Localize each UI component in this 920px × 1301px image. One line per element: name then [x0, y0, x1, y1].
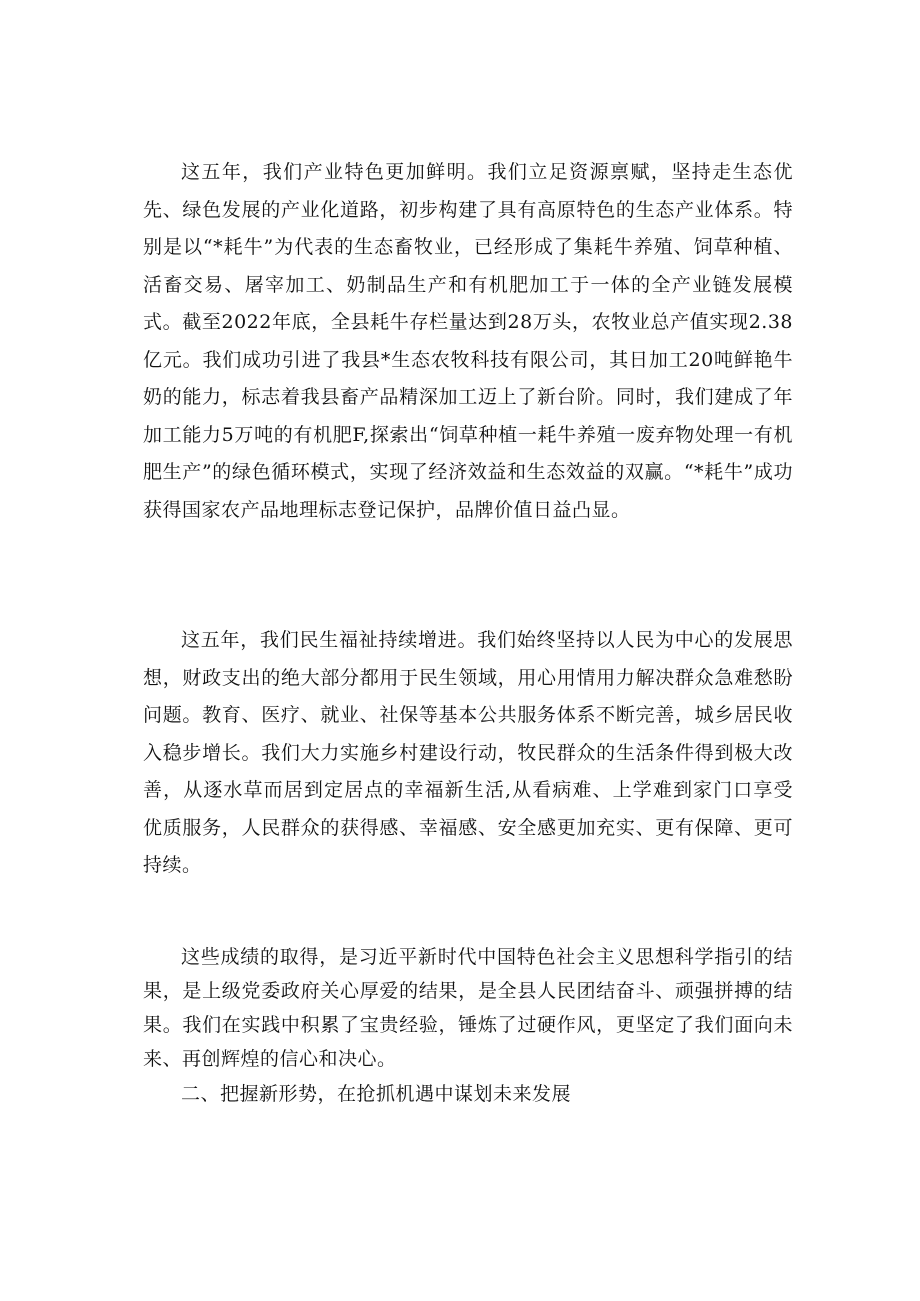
paragraph-industry: 这五年，我们产业特色更加鲜明。我们立足资源禀赋，坚持走生态优先、绿色发展的产业化道路，初步构建了具有高原特色的生态产业体系。特别是以“*耗牛”为代表的生态畜牧业，已经形成了集耗牛养殖、饲草种植、活畜交易、屠宰加工、奶制品生产和有机肥加工于一体的全产业链发展模式。截至2022年底，全县耗牛存栏量达到28万头，农牧业总产值实现2.38亿元。我们成功引进了我县*生态农牧科技有限公司，其日加工20吨鲜艳牛奶的能力，标志着我县畜产品精深加工迈上了新台阶。同时，我们建成了年加工能力5万吨的有机肥F,探索出“饲草种植一耗牛养殖一废弃物处理一有机肥生产”的绿色循环模式，实现了经济效益和生态效益的双赢。“*耗牛”成功获得国家农产品地理标志登记保护，品牌价值日益凸显。 [143, 161, 793, 521]
paragraph-livelihood: 这五年，我们民生福祉持续增进。我们始终坚持以人民为中心的发展思想，财政支出的绝大部分都用于民生领域，用心用情用力解决群众急难愁盼问题。教育、医疗、就业、社保等基本公共服务体系不断完善，城乡居民收入稳步增长。我们大力实施乡村建设行动，牧民群众的生活条件得到极大改善，从逐水草而居到定居点的幸福新生活,从看病难、上学难到家门口享受优质服务，人民群众的获得感、幸福感、安全感更加充实、更有保障、更可持续。 [143, 629, 793, 876]
paragraph-achievements: 这些成绩的取得，是习近平新时代中国特色社会主义思想科学指引的结果，是上级党委政府关心厚爱的结果，是全县人民团结奋斗、顽强拼搏的结果。我们在实践中积累了宝贵经验，锤炼了过硬作风，更坚定了我们面向未来、再创辉煌的信心和决心。 [143, 946, 793, 1070]
section-heading: 二、把握新形势，在抢抓机遇中谋划未来发展 [181, 1083, 572, 1105]
